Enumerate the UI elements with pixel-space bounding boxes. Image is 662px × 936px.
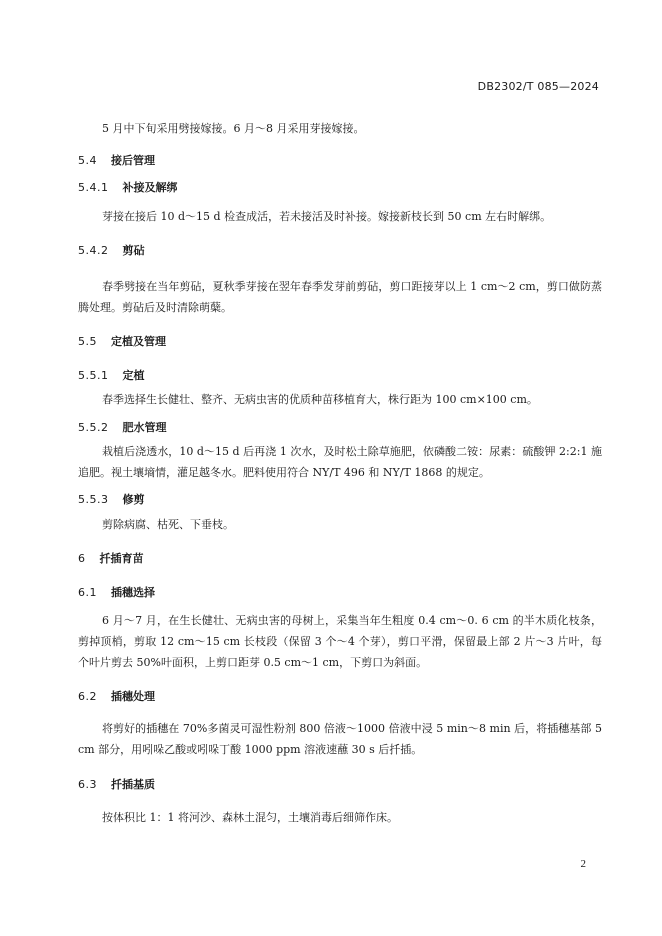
- paragraph-6-3: 按体积比 1：1 将河沙、森林土混匀，土壤消毒后细筛作床。: [102, 811, 398, 824]
- heading-6: [78, 550, 144, 566]
- heading-number: 6: [78, 552, 86, 565]
- heading-number: 5.5: [78, 335, 97, 348]
- page-number: 2: [580, 858, 586, 870]
- heading-title: 补接及解绑: [122, 181, 178, 194]
- paragraph-5-4-1: 芽接在接后 10 d～15 d 检查成活，若未接活及时补接。嫁接新枝长到 50 cm 左右时解绑。: [102, 210, 552, 223]
- paragraph-5-4-2: 春季劈接在当年剪砧，夏秋季芽接在翌年春季发芽前剪砧，剪口距接芽以上 1 cm～2 cm，剪口做防蒸腾处理。剪砧后及时清除萌蘖。: [78, 280, 602, 314]
- heading-title: 定植: [122, 369, 145, 382]
- heading-number: 5.5.2: [78, 421, 109, 434]
- heading-number: 5.4: [78, 154, 97, 167]
- heading-6-2: [78, 688, 155, 704]
- doc-code: DB2302/T 085—2024: [477, 80, 599, 93]
- heading-number: 5.4.1: [78, 181, 109, 194]
- heading-title: 扦插基质: [111, 778, 155, 791]
- paragraph-5-5-2: 栽植后浇透水，10 d～15 d 后再浇 1 次水，及时松土除草施肥，依磷酸二铵：尿素：硫酸钾 2:2:1 施追肥。视土壤墒情，灌足越冬水。肥料使用符合 NY/T 496 和 NY/T 1868 的规定。: [78, 445, 602, 479]
- paragraph-intro: 5 月中下旬采用劈接嫁接。6 月～8 月采用芽接嫁接。: [102, 122, 365, 135]
- paragraph-6-2: 将剪好的插穗在 70%多菌灵可湿性粉剂 800 倍液～1000 倍液中浸 5 min～8 min 后，将插穗基部 5 cm 部分，用吲哚乙酸或吲哚丁酸 1000 ppm 溶液速蘸 30 s 后扦插。: [78, 722, 602, 756]
- heading-5-5-1: [78, 367, 145, 383]
- heading-title: 插穗选择: [111, 586, 155, 599]
- heading-5-5-3: [78, 491, 145, 507]
- heading-title: 定植及管理: [111, 335, 166, 348]
- heading-5-5: [78, 333, 166, 349]
- heading-number: 6.2: [78, 690, 97, 703]
- heading-5-5-2: [78, 419, 167, 435]
- heading-title: 剪砧: [122, 244, 145, 257]
- heading-number: 6.3: [78, 778, 97, 791]
- heading-5-4-1: [78, 179, 178, 195]
- heading-title: 肥水管理: [122, 421, 167, 434]
- heading-title: 修剪: [122, 493, 145, 506]
- heading-6-3: [78, 776, 155, 792]
- paragraph-5-5-1: 春季选择生长健壮、整齐、无病虫害的优质种苗移植育大，株行距为 100 cm×100 cm。: [102, 393, 538, 406]
- heading-number: 5.5.3: [78, 493, 109, 506]
- paragraph-5-5-3: 剪除病腐、枯死、下垂枝。: [102, 518, 234, 531]
- heading-6-1: [78, 584, 155, 600]
- heading-title: 扦插育苗: [99, 552, 144, 565]
- paragraph-6-1: 6 月～7 月，在生长健壮、无病虫害的母树上，采集当年生粗度 0.4 cm～0. 6 cm 的半木质化枝条，剪掉顶梢，剪取 12 cm～15 cm 长枝段（保留 3 个～4 个芽），剪口平滑，保留最上部 2 片～3 片叶，每个叶片剪去 50%叶面积，上剪口距芽 0.5 cm～1 cm，下剪口为斜面。: [78, 614, 602, 669]
- heading-number: 5.5.1: [78, 369, 109, 382]
- heading-number: 6.1: [78, 586, 97, 599]
- heading-title: 接后管理: [111, 154, 155, 167]
- heading-title: 插穗处理: [111, 690, 155, 703]
- heading-5-4-2: [78, 242, 145, 258]
- heading-5-4: [78, 152, 155, 168]
- heading-number: 5.4.2: [78, 244, 109, 257]
